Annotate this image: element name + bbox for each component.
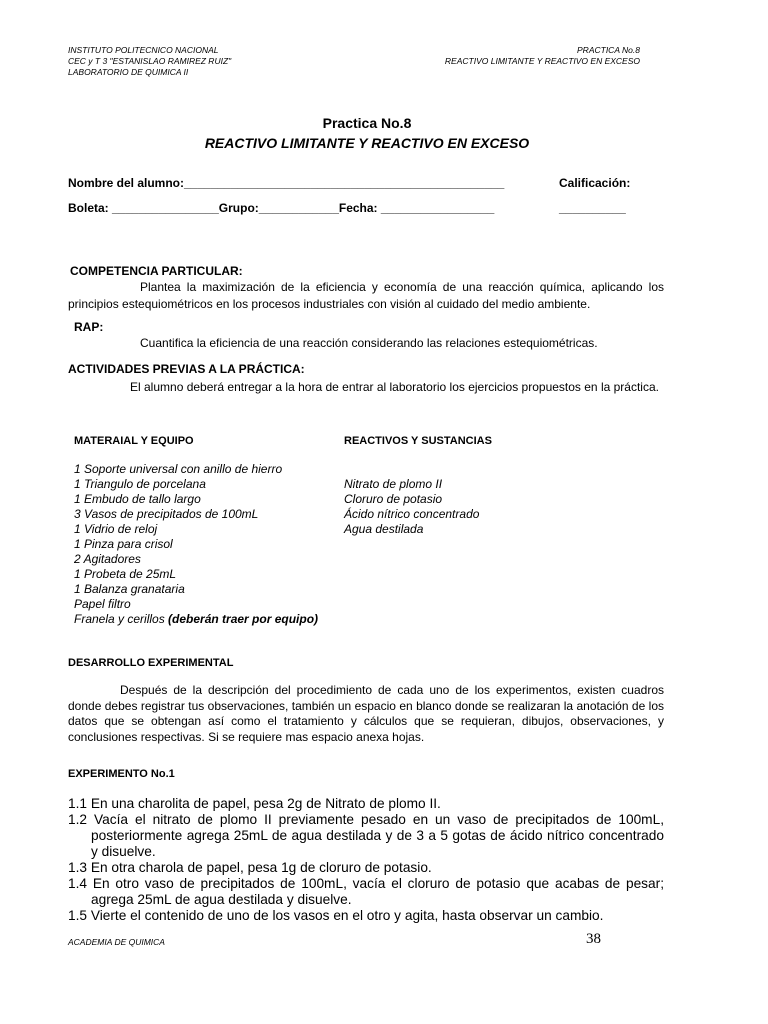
page-subtitle: REACTIVO LIMITANTE Y REACTIVO EN EXCESO [204,135,530,151]
list-item: Papel filtro [74,597,131,611]
list-item: Agua destilada [344,522,424,536]
header-right [445,45,640,67]
rap-text: Cuantifica la eficiencia de una reacción considerando las relaciones estequiométricas. [140,336,598,350]
list-item: 2 Agitadores [74,552,141,566]
list-item: 1 Pinza para crisol [74,537,173,551]
header-left [68,45,231,78]
desarrollo-text: Después de la descripción del procedimiento de cada uno de los experimentos, existen cuadros donde debes registrar tus observaciones, también un espacio en blanco donde se realizaran la anotación de los datos que se obtengan así como el tratamiento y cálculos que se requieran, dibujos, observaciones, y conclusiones respectivas. Si se requiere mas espacio anexa hojas. [68,683,664,744]
experimento-steps [68,796,664,924]
reactivos-list [344,477,479,537]
student-name-field[interactable]: Nombre del alumno:________________________________________________ [68,176,505,190]
page-title: Practica No.8 [322,115,412,131]
experimento-heading: EXPERIMENTO No.1 [68,768,175,780]
competencia-text: Plantea la maximización de la eficiencia y economía de una reacción química, aplicando los principios estequiométricos en los procesos industriales con visión al cuidado del medio ambiente. [68,280,664,311]
list-item [74,612,318,627]
list-item: 1.2 Vacía el nitrato de plomo II previamente pesado en un vaso de precipitados de 100mL, posteriormente agrega 25mL de agua destilada y de 3 a 5 gotas de ácido nítrico concentrado y disuelve. [68,812,664,859]
list-item: 1 Embudo de tallo largo [74,492,201,506]
actividades-text: El alumno deberá entregar a la hora de entrar al laboratorio los ejercicios propuestos en la práctica. [130,380,659,394]
list-item: Ácido nítrico concentrado [344,507,480,521]
reactivos-heading: REACTIVOS Y SUSTANCIAS [344,435,492,447]
list-item: 1.1 En una charolita de papel, pesa 2g de Nitrato de plomo II. [68,796,441,811]
list-item: Nitrato de plomo II [344,477,443,491]
list-item: 1 Soporte universal con anillo de hierro [74,462,283,476]
page-number: 38 [586,931,601,947]
grade-field[interactable]: __________ [559,201,626,215]
list-item-text: Franela y cerillos [74,612,169,626]
competencia-heading: COMPETENCIA PARTICULAR: [70,264,243,278]
header-practice: PRACTICA No.8 [577,45,640,55]
actividades-heading: ACTIVIDADES PREVIAS A LA PRÁCTICA: [68,362,305,376]
footer-academy: ACADEMIA DE QUIMICA [68,937,165,947]
list-item: 1 Balanza granataria [74,582,185,596]
header-lab: LABORATORIO DE QUIMICA II [68,67,189,77]
material-list [74,462,318,627]
desarrollo-heading: DESARROLLO EXPERIMENTAL [68,657,234,669]
list-item: 1.3 En otra charola de papel, pesa 1g de cloruro de potasio. [68,860,432,875]
list-item: 1 Probeta de 25mL [74,567,177,581]
list-item: 1.5 Vierte el contenido de uno de los vasos en el otro y agita, hasta observar un cambio. [68,908,604,923]
list-item: 1.4 En otro vaso de precipitados de 100mL, vacía el cloruro de potasio que acabas de pesar; agrega 25mL de agua destilada y disuelve. [68,876,664,907]
grade-label: Calificación: [559,176,631,190]
boleta-group-date-fields[interactable]: Boleta: ________________Grupo:____________Fecha: _________________ [68,201,495,215]
header-school: CEC y T 3 "ESTANISLAO RAMIREZ RUIZ" [68,56,232,66]
list-item-note: (deberán traer por equipo) [168,612,319,626]
list-item: 1 Triangulo de porcelana [74,477,206,491]
list-item: 1 Vidrio de reloj [74,522,158,536]
rap-heading: RAP: [74,320,104,334]
list-item: 3 Vasos de precipitados de 100mL [74,507,259,521]
header-institution: INSTITUTO POLITECNICO NACIONAL [68,45,219,55]
header-practice-title: REACTIVO LIMITANTE Y REACTIVO EN EXCESO [444,56,640,66]
material-heading: MATERAIAL Y EQUIPO [74,435,194,447]
list-item: Cloruro de potasio [344,492,443,506]
